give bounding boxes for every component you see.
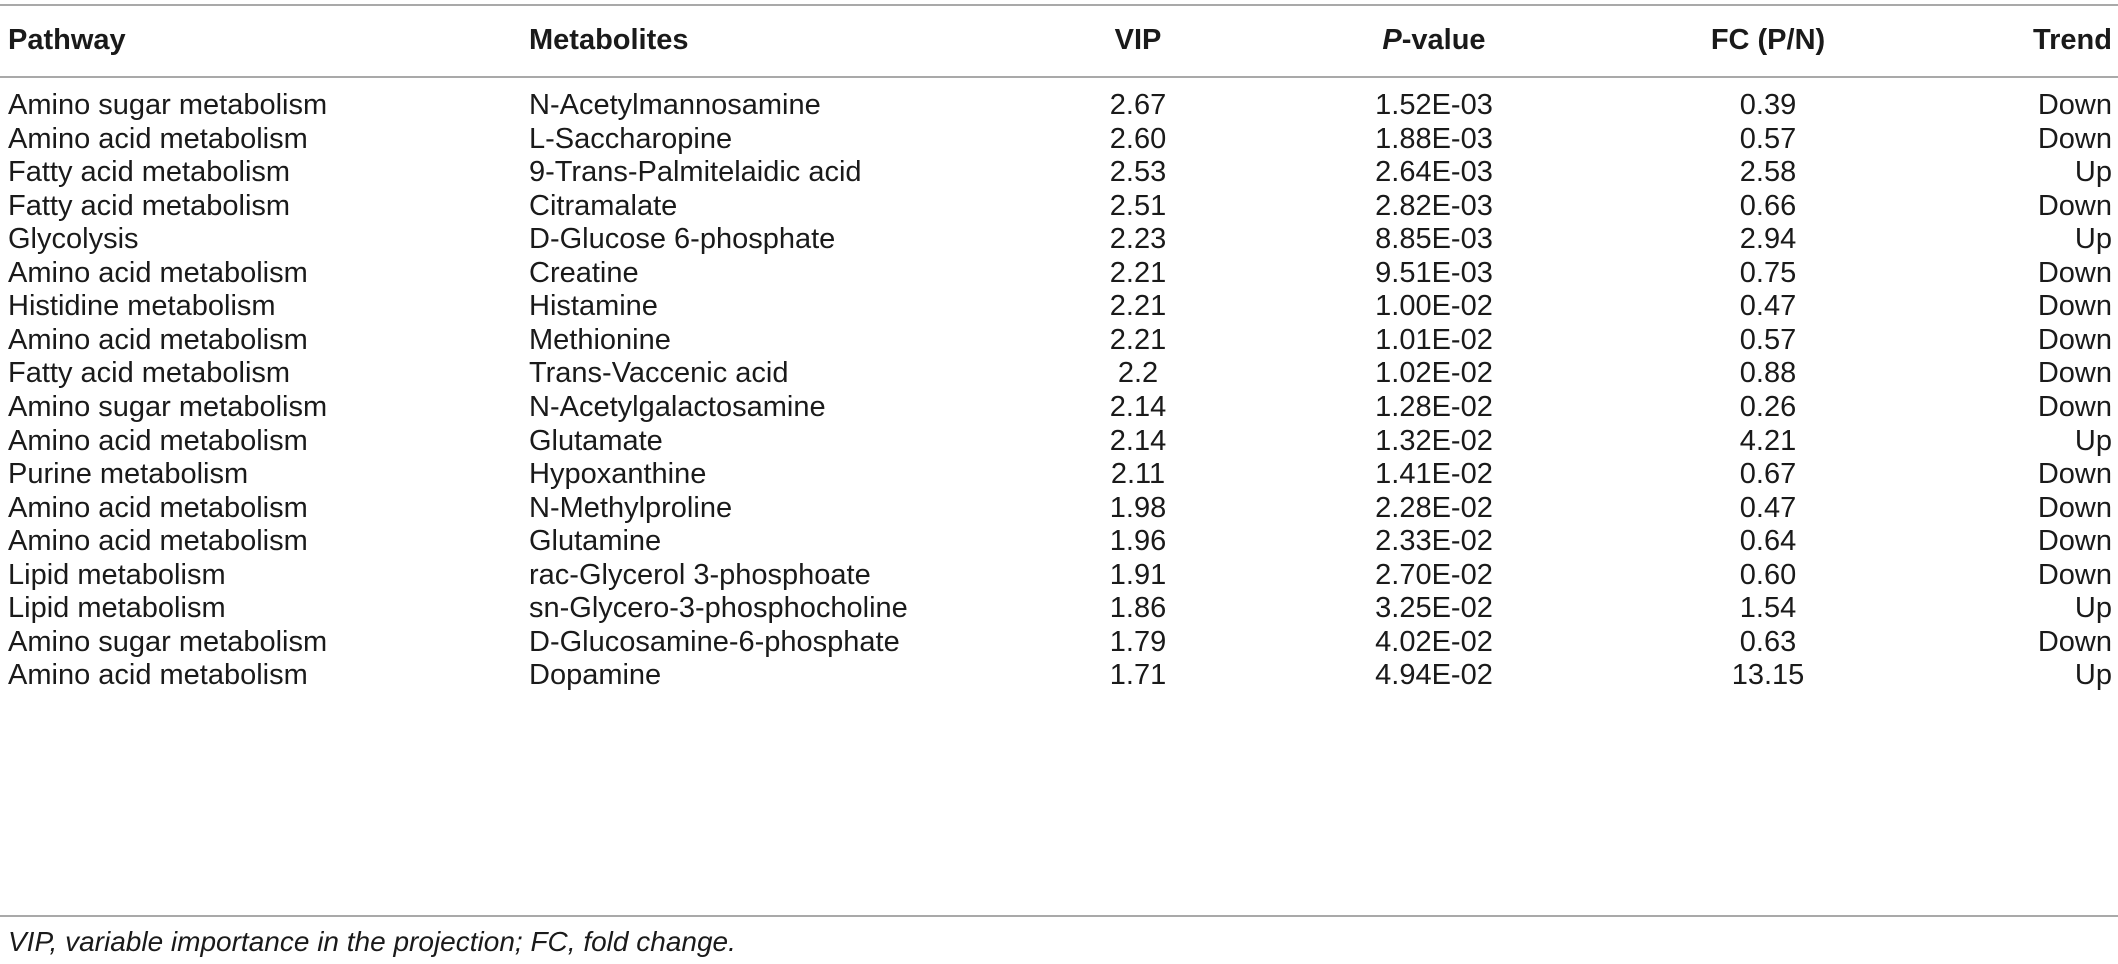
cell-trend: Down bbox=[2037, 491, 2112, 524]
cell-vip: 1.98 bbox=[1109, 491, 1167, 524]
cell-metabolite: Histamine bbox=[529, 290, 658, 323]
cell-pvalue: 2.70E-02 bbox=[1375, 558, 1493, 591]
cell-vip: 1.91 bbox=[1109, 558, 1167, 591]
cell-pathway: Amino sugar metabolism bbox=[8, 390, 328, 423]
cell-vip: 2.14 bbox=[1109, 424, 1167, 457]
cell-fc: 13.15 bbox=[1731, 659, 1805, 692]
cell-pvalue: 1.02E-02 bbox=[1375, 357, 1493, 390]
cell-pvalue: 9.51E-03 bbox=[1375, 256, 1493, 289]
cell-fc: 0.57 bbox=[1739, 323, 1797, 356]
cell-trend: Down bbox=[2037, 290, 2112, 323]
cell-pvalue: 1.32E-02 bbox=[1375, 424, 1493, 457]
table-row bbox=[0, 653, 2118, 698]
cell-pathway: Fatty acid metabolism bbox=[8, 189, 291, 222]
cell-pathway: Fatty acid metabolism bbox=[8, 357, 291, 390]
cell-metabolite: N-Acetylmannosamine bbox=[529, 89, 821, 121]
cell-vip: 2.67 bbox=[1109, 89, 1167, 121]
cell-fc: 0.57 bbox=[1739, 122, 1797, 155]
cell-metabolite: Glutamate bbox=[529, 424, 663, 457]
cell-trend: Down bbox=[2037, 390, 2112, 423]
cell-trend: Down bbox=[2037, 625, 2112, 658]
table-header-row bbox=[0, 18, 2118, 63]
cell-pathway: Amino sugar metabolism bbox=[8, 89, 328, 121]
cell-vip: 1.79 bbox=[1109, 625, 1167, 658]
header-pathway: Pathway bbox=[8, 24, 126, 56]
cell-fc: 0.47 bbox=[1739, 491, 1797, 524]
header-metabolites: Metabolites bbox=[529, 24, 689, 56]
cell-metabolite: sn-Glycero-3-phosphocholine bbox=[529, 592, 908, 625]
cell-metabolite: Methionine bbox=[529, 323, 671, 356]
cell-pvalue: 1.00E-02 bbox=[1375, 290, 1493, 323]
cell-pathway: Histidine metabolism bbox=[8, 290, 276, 323]
cell-pvalue: 1.88E-03 bbox=[1375, 122, 1493, 155]
cell-pvalue: 3.25E-02 bbox=[1375, 592, 1493, 625]
cell-fc: 0.64 bbox=[1739, 525, 1797, 558]
cell-pvalue: 1.41E-02 bbox=[1375, 458, 1493, 491]
cell-trend: Down bbox=[2037, 189, 2112, 222]
cell-fc: 4.21 bbox=[1739, 424, 1797, 457]
cell-pathway: Purine metabolism bbox=[8, 458, 249, 491]
cell-pathway: Amino acid metabolism bbox=[8, 122, 308, 155]
cell-metabolite: Hypoxanthine bbox=[529, 458, 707, 491]
cell-fc: 0.63 bbox=[1739, 625, 1797, 658]
header-trend: Trend bbox=[2033, 24, 2112, 56]
cell-fc: 0.60 bbox=[1739, 558, 1797, 591]
cell-metabolite: N-Methylproline bbox=[529, 491, 733, 524]
cell-fc: 0.66 bbox=[1739, 189, 1797, 222]
cell-fc: 1.54 bbox=[1739, 592, 1797, 625]
header-pvalue bbox=[1329, 18, 1539, 63]
table-top-rule bbox=[0, 4, 2118, 6]
cell-pvalue: 1.28E-02 bbox=[1375, 390, 1493, 423]
cell-vip: 2.21 bbox=[1109, 256, 1167, 289]
cell-pvalue: 2.82E-03 bbox=[1375, 189, 1493, 222]
cell-metabolite: D-Glucosamine-6-phosphate bbox=[529, 625, 900, 658]
cell-vip: 1.86 bbox=[1109, 592, 1167, 625]
cell-trend: Down bbox=[2037, 323, 2112, 356]
cell-pathway: Fatty acid metabolism bbox=[8, 156, 291, 189]
cell-pathway: Lipid metabolism bbox=[8, 592, 226, 625]
cell-vip: 2.60 bbox=[1109, 122, 1167, 155]
cell-metabolite: D-Glucose 6-phosphate bbox=[529, 223, 836, 256]
cell-trend: Up bbox=[2074, 223, 2112, 256]
cell-vip: 2.21 bbox=[1109, 323, 1167, 356]
cell-vip: 2.2 bbox=[1117, 357, 1159, 390]
cell-trend: Down bbox=[2037, 357, 2112, 390]
header-pvalue-rest: -value bbox=[1401, 24, 1486, 56]
cell-pvalue: 2.28E-02 bbox=[1375, 491, 1493, 524]
cell-vip: 2.11 bbox=[1110, 458, 1166, 491]
cell-metabolite: 9-Trans-Palmitelaidic acid bbox=[529, 156, 862, 189]
cell-trend: Up bbox=[2074, 424, 2112, 457]
cell-vip: 2.21 bbox=[1109, 290, 1167, 323]
cell-trend: Down bbox=[2037, 558, 2112, 591]
table-bottom-rule bbox=[0, 915, 2118, 917]
cell-pathway: Glycolysis bbox=[8, 223, 139, 256]
cell-metabolite: Creatine bbox=[529, 256, 639, 289]
cell-vip: 1.71 bbox=[1109, 659, 1167, 692]
header-pvalue-italic: P bbox=[1382, 24, 1402, 56]
cell-trend: Up bbox=[2074, 659, 2112, 692]
cell-fc: 0.26 bbox=[1739, 390, 1797, 423]
cell-metabolite: N-Acetylgalactosamine bbox=[529, 390, 826, 423]
cell-pvalue: 4.02E-02 bbox=[1375, 625, 1493, 658]
cell-trend: Down bbox=[2037, 525, 2112, 558]
cell-pvalue: 1.01E-02 bbox=[1375, 323, 1493, 356]
cell-pathway: Lipid metabolism bbox=[8, 558, 226, 591]
cell-fc: 0.88 bbox=[1739, 357, 1797, 390]
cell-fc: 2.58 bbox=[1739, 156, 1797, 189]
header-fc: FC (P/N) bbox=[1710, 24, 1826, 56]
cell-pathway: Amino acid metabolism bbox=[8, 424, 308, 457]
cell-trend: Down bbox=[2037, 122, 2112, 155]
cell-pathway: Amino sugar metabolism bbox=[8, 625, 328, 658]
cell-vip: 1.96 bbox=[1109, 525, 1167, 558]
cell-pvalue: 1.52E-03 bbox=[1375, 89, 1493, 121]
cell-pathway: Amino acid metabolism bbox=[8, 323, 308, 356]
cell-vip: 2.53 bbox=[1109, 156, 1167, 189]
cell-pvalue: 2.64E-03 bbox=[1375, 156, 1493, 189]
cell-trend: Up bbox=[2074, 592, 2112, 625]
cell-vip: 2.23 bbox=[1109, 223, 1167, 256]
cell-vip: 2.14 bbox=[1109, 390, 1167, 423]
table-footnote: VIP, variable importance in the projection; FC, fold change. bbox=[8, 926, 736, 957]
cell-metabolite: L-Saccharopine bbox=[529, 122, 733, 155]
cell-pathway: Amino acid metabolism bbox=[8, 525, 308, 558]
cell-fc: 0.47 bbox=[1739, 290, 1797, 323]
cell-trend: Down bbox=[2037, 256, 2112, 289]
cell-metabolite: rac-Glycerol 3-phosphoate bbox=[529, 558, 871, 591]
cell-pathway: Amino acid metabolism bbox=[8, 659, 308, 692]
cell-metabolite: Citramalate bbox=[529, 189, 678, 222]
cell-metabolite: Trans-Vaccenic acid bbox=[529, 357, 789, 390]
cell-trend: Down bbox=[2037, 89, 2112, 121]
cell-pvalue: 4.94E-02 bbox=[1375, 659, 1493, 692]
cell-metabolite: Glutamine bbox=[529, 525, 662, 558]
cell-trend: Down bbox=[2037, 458, 2112, 491]
cell-metabolite: Dopamine bbox=[529, 659, 662, 692]
cell-pathway: Amino acid metabolism bbox=[8, 491, 308, 524]
cell-pvalue: 2.33E-02 bbox=[1375, 525, 1493, 558]
cell-fc: 0.75 bbox=[1739, 256, 1797, 289]
cell-pvalue: 8.85E-03 bbox=[1375, 223, 1493, 256]
cell-fc: 0.39 bbox=[1739, 89, 1797, 121]
cell-fc: 0.67 bbox=[1739, 458, 1797, 491]
header-rule bbox=[0, 76, 2118, 78]
cell-trend: Up bbox=[2074, 156, 2112, 189]
cell-vip: 2.51 bbox=[1109, 189, 1167, 222]
header-vip: VIP bbox=[1114, 24, 1162, 56]
cell-pathway: Amino acid metabolism bbox=[8, 256, 308, 289]
cell-fc: 2.94 bbox=[1739, 223, 1797, 256]
